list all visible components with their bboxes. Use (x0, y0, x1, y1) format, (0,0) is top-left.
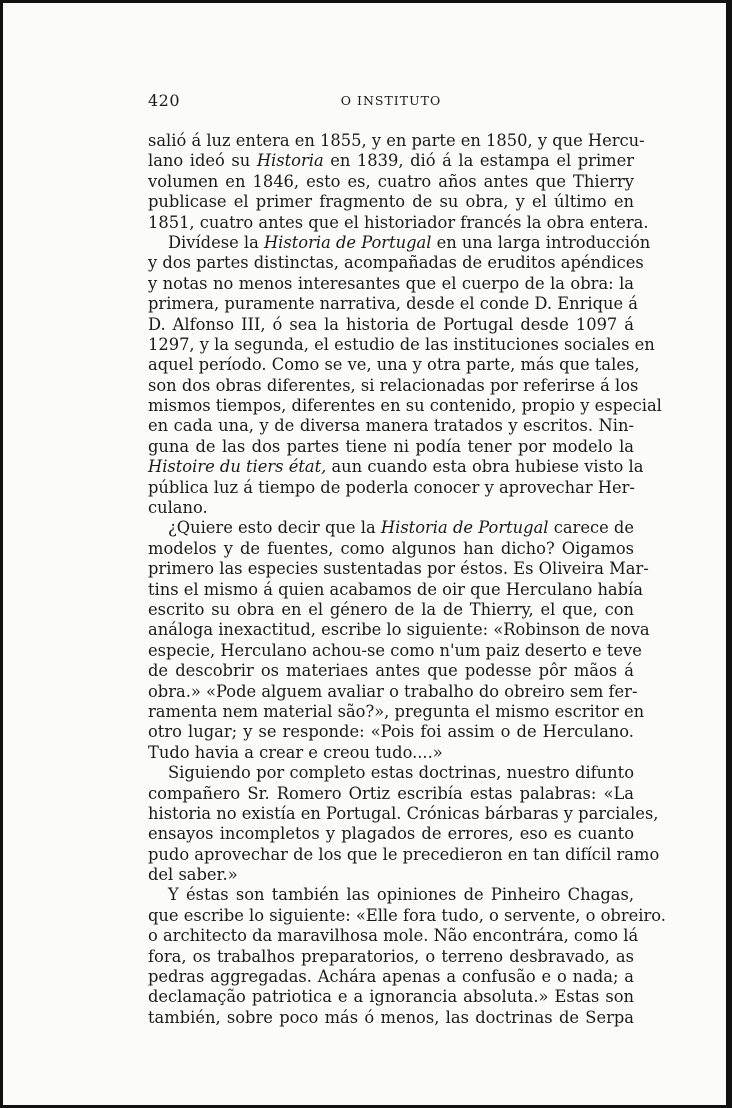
page-number: 420 (148, 91, 181, 110)
text-line: 1851, cuatro antes que el historiador francés la obra entera. (148, 212, 649, 232)
text-line: del saber.» (148, 865, 238, 885)
text-line: historia no existía en Portugal. Crónicas bárbaras y parciales, (148, 803, 659, 823)
text-line: y dos partes distinctas, acompañadas de eruditos apéndices (148, 253, 644, 273)
text-line: salió á luz entera en 1855, y en parte en 1850, y que Hercu- (148, 131, 645, 150)
text-line: obra.» «Pode alguem avaliar o trabalho do obreiro sem fer- (148, 681, 638, 701)
text-line: Siguiendo por completo estas doctrinas, nuestro difunto (168, 763, 634, 783)
text-line: ensayos incompletos y plagados de errores, eso es cuanto (148, 824, 634, 844)
text-line: Y éstas son también las opiniones de Pinheiro Chagas, (168, 885, 634, 905)
text-line: lano ideó su Historia en 1839, dió á la estampa el primer (148, 151, 635, 171)
text-line: Divídese la Historia de Portugal en una larga introducción (168, 232, 651, 252)
text-line: análoga inexactitud, escribe lo siguiente: «Robinson de nova (148, 620, 650, 640)
text-line: o architecto da maravilhosa mole. Não encontrára, como lá (148, 926, 639, 946)
text-line: modelos y de fuentes, como algunos han dicho? Oigamos (148, 538, 634, 558)
text-line: mismos tiempos, diferentes en su contenido, propio y especial (148, 396, 662, 416)
text-line: son dos obras diferentes, si relacionadas por referirse á los (148, 375, 639, 395)
text-line: especie, Herculano achou-se como n'um paiz deserto e teve (148, 640, 642, 660)
text-line: ¿Quiere esto decir que la Historia de Portugal carece de (168, 518, 634, 538)
text-line: declamação patriotica e a ignorancia absoluta.» Estas son (148, 987, 634, 1007)
text-line: publicase el primer fragmento de su obra, y el último en (148, 192, 634, 212)
text-line: tins el mismo á quien acabamos de oir que Herculano había (148, 579, 643, 599)
body-text (148, 131, 666, 1028)
text-line: ramenta nem material são?», pregunta el mismo escritor en (148, 701, 645, 721)
text-line: pudo aprovechar de los que le precedieron en tan difícil ramo (148, 844, 660, 864)
text-line: compañero Sr. Romero Ortiz escribía estas palabras: «La (148, 783, 634, 803)
text-line: aquel período. Como se ve, una y otra parte, más que tales, (148, 355, 640, 375)
text-line: también, sobre poco más ó menos, las doctrinas de Serpa (148, 1007, 634, 1027)
text-line: pedras aggregadas. Achára apenas a confusão e o nada; a (148, 967, 634, 987)
text-line: 1297, y la segunda, el estudio de las instituciones sociales en (148, 334, 655, 354)
text-line: Histoire du tiers état, aun cuando esta obra hubiese visto la (148, 457, 644, 477)
text-line: escrito su obra en el género de la de Thierry, el que, con (148, 599, 634, 619)
running-title: O INSTITUTO (340, 93, 442, 108)
text-line: otro lugar; y se responde: «Pois foi assim o de Herculano. (148, 722, 634, 742)
text-line: de descobrir os materiaes antes que podesse pôr mãos á (148, 661, 634, 681)
text-line: primera, puramente narrativa, desde el conde D. Enrique á (148, 294, 639, 314)
text-line: culano. (148, 498, 208, 518)
running-head (148, 83, 634, 110)
text-line: volumen en 1846, esto es, cuatro años antes que Thierry (148, 171, 634, 191)
text-line: y notas no menos interesantes que el cuerpo de la obra: la (148, 273, 634, 293)
text-line: que escribe lo siguiente: «Elle fora tudo, o servente, o obreiro. (148, 905, 666, 925)
text-line: Tudo havia a crear e creou tudo....» (148, 742, 443, 762)
text-line: pública luz á tiempo de poderla conocer y aprovechar Her- (148, 477, 635, 497)
text-line: primero las especies sustentadas por éstos. Es Oliveira Mar- (148, 559, 649, 579)
text-line: guna de las dos partes tiene ni podía tener por modelo la (148, 436, 634, 456)
text-line: D. Alfonso III, ó sea la historia de Portugal desde 1097 á (148, 314, 634, 334)
text-line: fora, os trabalhos preparatorios, o terreno desbravado, as (148, 946, 634, 966)
text-line: en cada una, y de diversa manera tratados y escritos. Nin- (148, 416, 634, 436)
book-page (148, 83, 666, 1028)
